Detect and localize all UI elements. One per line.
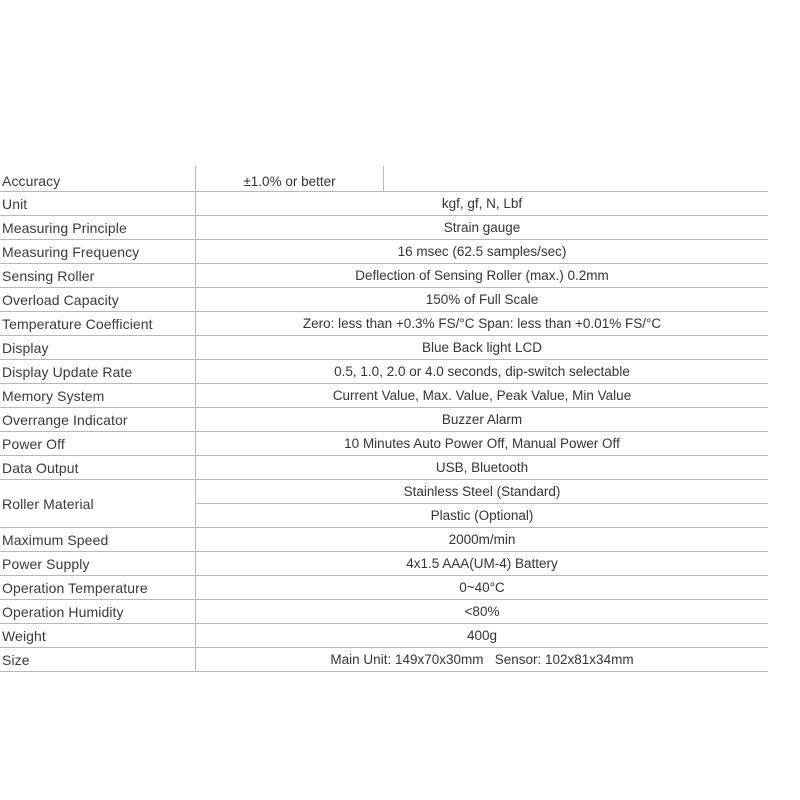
spec-label: Data Output [0, 456, 196, 479]
spec-value: Plastic (Optional) [430, 507, 534, 523]
spec-label: Size [0, 648, 196, 671]
spec-value: 150% of Full Scale [425, 292, 539, 307]
spec-value: 400g [466, 628, 498, 643]
spec-label: Operation Humidity [0, 600, 196, 623]
spec-label: Measuring Principle [0, 216, 196, 239]
spec-label: Operation Temperature [0, 576, 196, 599]
spec-label: Display [0, 336, 196, 359]
spec-value: 0.5, 1.0, 2.0 or 4.0 seconds, dip-switch selectable [334, 364, 630, 379]
spec-label: Weight [0, 624, 196, 647]
spec-label: Sensing Roller [0, 264, 196, 287]
spec-value: Stainless Steel (Standard) [196, 480, 768, 504]
spec-row-weight [0, 624, 768, 648]
spec-row-maximum-speed [0, 528, 768, 552]
spec-row-data-output [0, 456, 768, 480]
spec-row-measuring-frequency [0, 240, 768, 264]
spec-label: Measuring Frequency [0, 240, 196, 263]
spec-row-size [0, 648, 768, 672]
spec-row-unit [0, 192, 768, 216]
spec-label: Overrange Indicator [0, 408, 196, 431]
spec-value: 16 msec (62.5 samples/sec) [397, 244, 567, 259]
spec-value: Zero: less than +0.3% FS/°C Span: less than +0.01% FS/°C [302, 316, 662, 331]
spec-label: Temperature Coefficient [0, 312, 196, 335]
spec-row-power-off [0, 432, 768, 456]
spec-value: kgf, gf, N, Lbf [441, 196, 523, 211]
spec-row-display-update-rate [0, 360, 768, 384]
spec-value: 4x1.5 AAA(UM-4) Battery [406, 556, 558, 571]
spec-row-power-supply [0, 552, 768, 576]
spec-value: Main Unit: 149x70x30mm Sensor: 102x81x34mm [330, 652, 634, 667]
spec-row-display [0, 336, 768, 360]
spec-label: Accuracy [0, 166, 196, 191]
spec-label: Power Supply [0, 552, 196, 575]
spec-value: Strain gauge [443, 220, 521, 235]
spec-label: Overload Capacity [0, 288, 196, 311]
spec-row-overrange-indicator [0, 408, 768, 432]
spec-row-sensing-roller [0, 264, 768, 288]
spec-row-measuring-principle [0, 216, 768, 240]
spec-label: Unit [0, 192, 196, 215]
spec-row-operation-humidity [0, 600, 768, 624]
spec-value-group [196, 480, 768, 527]
spec-row-operation-temperature [0, 576, 768, 600]
spec-value: Current Value, Max. Value, Peak Value, Min Value [332, 388, 632, 403]
spec-value: Buzzer Alarm [441, 412, 523, 427]
spec-row-accuracy [0, 166, 768, 192]
spec-value: 2000m/min [448, 532, 516, 547]
spec-row-overload-capacity [0, 288, 768, 312]
spec-row-roller-material [0, 480, 768, 528]
spec-value: 10 Minutes Auto Power Off, Manual Power Off [344, 436, 620, 451]
spec-label: Display Update Rate [0, 360, 196, 383]
spec-value: ±1.0% or better [196, 166, 384, 191]
spec-value: 0~40°C [459, 580, 505, 595]
spec-value: <80% [464, 604, 500, 619]
spec-label: Roller Material [0, 480, 196, 527]
spec-row-memory-system [0, 384, 768, 408]
spec-value: Blue Back light LCD [421, 340, 543, 355]
spec-value: USB, Bluetooth [435, 460, 529, 475]
spec-value: Deflection of Sensing Roller (max.) 0.2mm [355, 268, 609, 283]
spec-table [0, 166, 768, 672]
spec-row-temperature-coefficient [0, 312, 768, 336]
spec-label: Maximum Speed [0, 528, 196, 551]
spec-label: Memory System [0, 384, 196, 407]
spec-label: Power Off [0, 432, 196, 455]
